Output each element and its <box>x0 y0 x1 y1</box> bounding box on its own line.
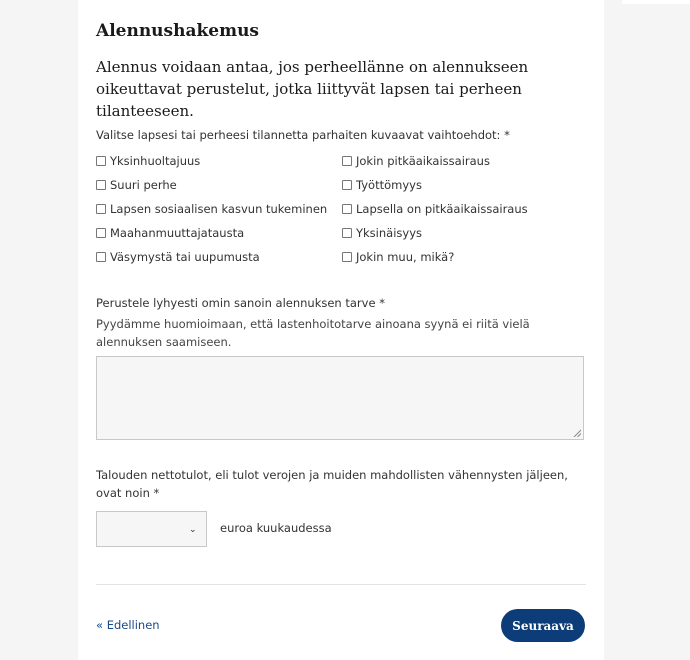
resize-handle-icon[interactable] <box>573 429 581 437</box>
income-label: Talouden nettotulot, eli tulot verojen ja muiden mahdollisten vähennysten jäljeen, ovat noin * <box>96 468 568 500</box>
checkbox[interactable] <box>96 180 106 190</box>
chevron-down-icon: ⌄ <box>189 525 197 535</box>
checkbox[interactable] <box>342 180 352 190</box>
checkbox[interactable] <box>342 252 352 262</box>
option-yksinaisyys[interactable] <box>342 226 422 240</box>
checkbox[interactable] <box>342 228 352 238</box>
justification-textarea[interactable] <box>96 356 584 440</box>
form-card <box>78 0 604 660</box>
checkbox[interactable] <box>96 228 106 238</box>
option-label: Lapsen sosiaalisen kasvun tukeminen <box>110 202 328 216</box>
option-maahanmuuttajatausta[interactable] <box>96 226 244 240</box>
option-label: Työttömyys <box>356 178 422 192</box>
option-pitkaaikaissairaus[interactable] <box>342 154 490 168</box>
option-sosiaalinen-kasvu[interactable] <box>96 202 327 216</box>
previous-link[interactable]: « Edellinen <box>96 618 160 632</box>
form-intro: Alennus voidaan antaa, jos perheellänne on alennukseen oikeuttavat perustelut, jotka liittyvät lapsen tai perheen tilanteeseen. <box>96 58 529 120</box>
option-label: Lapsella on pitkäaikaissairaus <box>356 202 528 216</box>
option-label: Jokin pitkäaikaissairaus <box>356 154 490 168</box>
checkbox[interactable] <box>96 252 106 262</box>
situation-question: Valitse lapsesi tai perheesi tilannetta parhaiten kuvaavat vaihtoehdot: * <box>96 128 510 142</box>
checkbox[interactable] <box>96 204 106 214</box>
income-suffix: euroa kuukaudessa <box>220 521 332 535</box>
top-right-panel <box>622 0 690 4</box>
next-button[interactable]: Seuraava <box>501 609 585 642</box>
option-label: Maahanmuuttajatausta <box>110 226 245 240</box>
option-jokin-muu[interactable] <box>342 250 454 264</box>
income-select[interactable] <box>96 511 207 547</box>
option-label: Jokin muu, mikä? <box>356 250 455 264</box>
option-vasymys[interactable] <box>96 250 260 264</box>
checkbox[interactable] <box>96 156 106 166</box>
option-label: Suuri perhe <box>110 178 177 192</box>
option-yksinhuoltajuus[interactable] <box>96 154 200 168</box>
justification-hint: Pyydämme huomioimaan, että lastenhoitotarve ainoana syynä ei riitä vielä alennuksen saamiseen. <box>96 317 530 349</box>
justification-label: Perustele lyhyesti omin sanoin alennuksen tarve * <box>96 296 385 310</box>
option-lapsen-sairaus[interactable] <box>342 202 528 216</box>
checkbox[interactable] <box>342 156 352 166</box>
form-title: Alennushakemus <box>96 21 260 41</box>
option-tyottomyys[interactable] <box>342 178 422 192</box>
option-label: Väsymystä tai uupumusta <box>110 250 260 264</box>
option-suuri-perhe[interactable] <box>96 178 177 192</box>
checkbox[interactable] <box>342 204 352 214</box>
divider <box>96 584 586 585</box>
option-label: Yksinäisyys <box>356 226 422 240</box>
option-label: Yksinhuoltajuus <box>110 154 201 168</box>
